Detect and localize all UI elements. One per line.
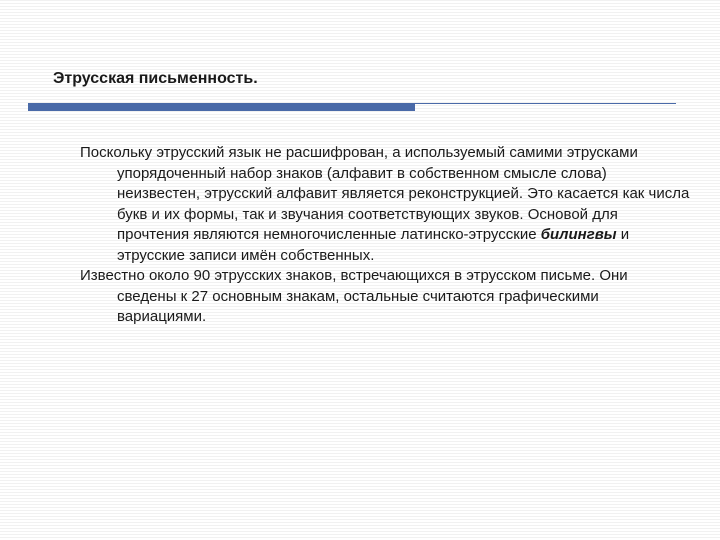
paragraph-1-text-end: и этрусские записи имён собственных. [117, 226, 630, 264]
paragraph-1-text-start: Поскольку этрусский язык не расшифрован, а используемый самими этрусками упорядоченный набор знаков (алфавит в собственном смысле слова) неизвестен, этрусский алфавит является реконструкцией. Это касается как числа букв и их формы, так и звучания соответствующих звуков. Основой для прочтения являются немногочисленные латинско-этрусские [80, 144, 690, 243]
title-underline-line [415, 103, 676, 104]
paragraph-2: Известно около 90 этрусских знаков, встречающихся в этрусском письме. Они сведены к 27 основным знакам, остальные считаются графическими вариациями. [80, 267, 628, 325]
slide-body [80, 143, 690, 328]
paragraph-1 [80, 143, 690, 266]
title-underline-bar [28, 103, 415, 111]
emphasized-term: билингвы [540, 226, 617, 243]
slide-title: Этрусская письменность. [53, 70, 258, 87]
